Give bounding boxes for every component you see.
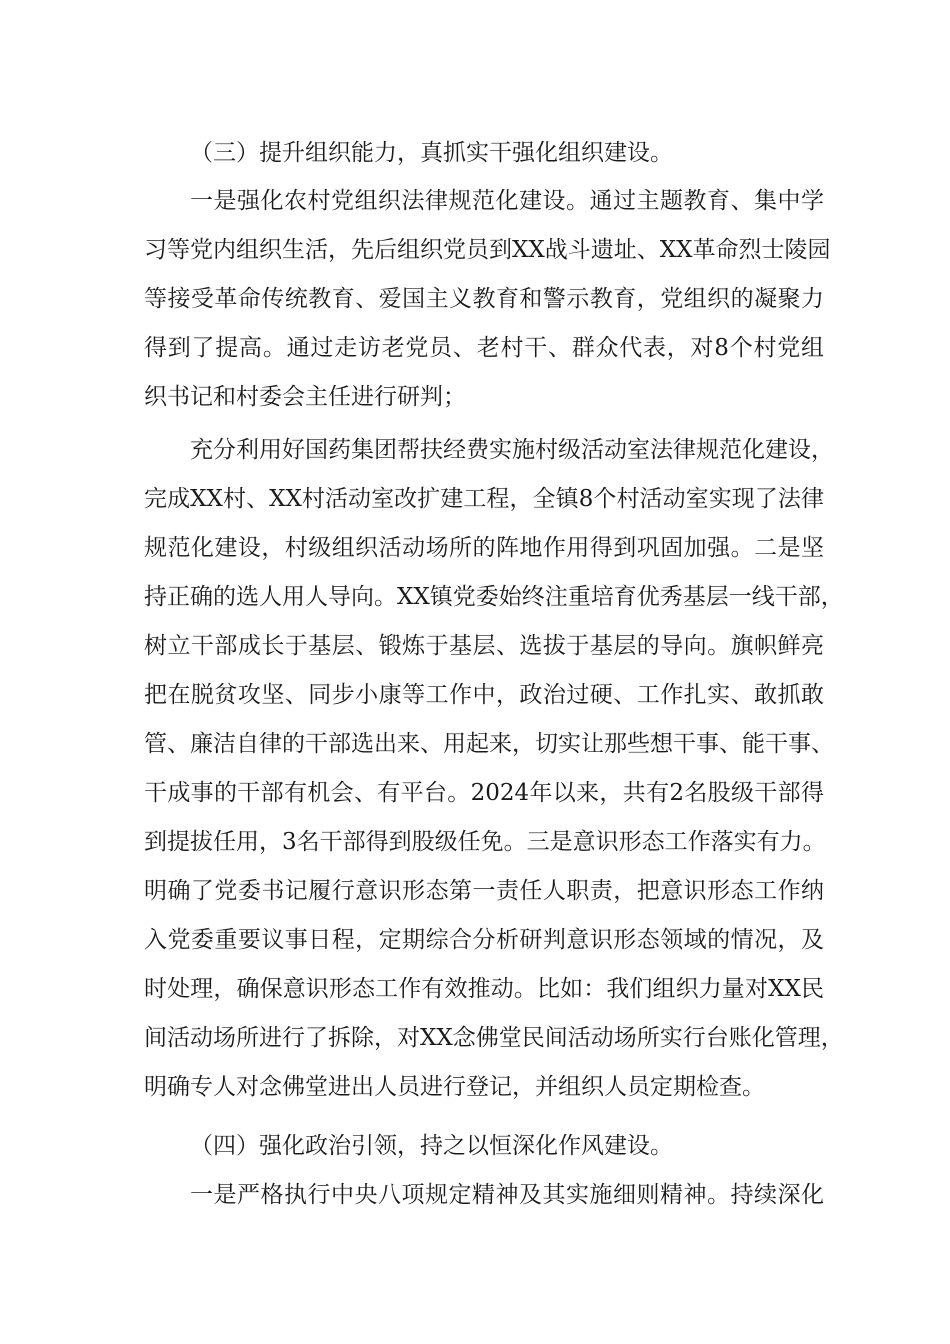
section-heading-4: （四）强化政治引领，持之以恒深化作风建设。 xyxy=(190,1133,673,1159)
paragraph-line: 完成XX村、XX村活动室改扩建工程，全镇8个村活动室实现了法律 xyxy=(144,486,824,512)
paragraph-line: 得到了提高。通过走访老党员、老村干、群众代表，对8个村党组 xyxy=(144,335,824,361)
paragraph-line: 等接受革命传统教育、爱国主义教育和警示教育，党组织的凝聚力 xyxy=(144,286,824,312)
paragraph-line: 管、廉洁自律的干部选出来、用起来，切实让那些想干事、能干事、 xyxy=(144,731,834,757)
paragraph-line: 织书记和村委会主任进行研判； xyxy=(144,384,466,410)
paragraph-line: 一是严格执行中央八项规定精神及其实施细则精神。持续深化 xyxy=(190,1182,824,1208)
paragraph-line: 习等党内组织生活，先后组织党员到XX战斗遗址、XX革命烈士陵园 xyxy=(144,237,831,263)
paragraph-line: 一是强化农村党组织法律规范化建设。通过主题教育、集中学 xyxy=(190,188,824,214)
paragraph-line: 到提拔任用，3名干部得到股级任免。三是意识形态工作落实有力。 xyxy=(144,829,826,855)
paragraph-line: 树立干部成长于基层、锻炼于基层、选拔于基层的导向。旗帜鲜亮 xyxy=(144,633,824,659)
paragraph-line: 持正确的选人用人导向。XX镇党委始终注重培育优秀基层一线干部， xyxy=(144,584,844,610)
paragraph-line: 时处理，确保意识形态工作有效推动。比如：我们组织力量对XX民 xyxy=(144,976,824,1002)
paragraph-line: 规范化建设，村级组织活动场所的阵地作用得到巩固加强。二是坚 xyxy=(144,535,824,561)
paragraph-line: 干成事的干部有机会、有平台。2024年以来，共有2名股级干部得 xyxy=(144,780,824,806)
paragraph-line: 把在脱贫攻坚、同步小康等工作中，政治过硬、工作扎实、敢抓敢 xyxy=(144,682,824,708)
paragraph-line: 充分利用好国药集团帮扶经费实施村级活动室法律规范化建设， xyxy=(190,437,834,463)
paragraph-line: 入党委重要议事日程，定期综合分析研判意识形态领域的情况，及 xyxy=(144,927,824,953)
paragraph-line: 明确专人对念佛堂进出人员进行登记，并组织人员定期检查。 xyxy=(144,1074,765,1100)
paragraph-line: 明确了党委书记履行意识形态第一责任人职责，把意识形态工作纳 xyxy=(144,878,824,904)
section-heading-3: （三）提升组织能力，真抓实干强化组织建设。 xyxy=(190,140,673,166)
paragraph-line: 间活动场所进行了拆除，对XX念佛堂民间活动场所实行台账化管理， xyxy=(144,1025,844,1051)
